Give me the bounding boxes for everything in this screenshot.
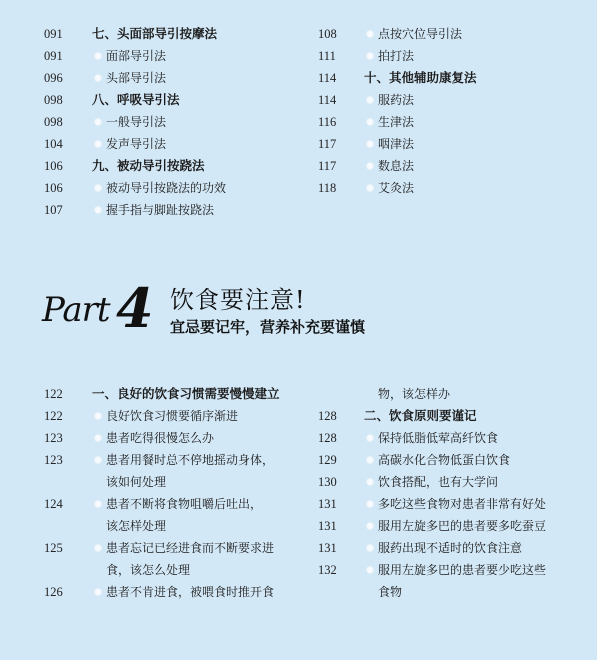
entry-title: 患者用餐时总不停地摇动身体，: [106, 453, 275, 467]
page-number: 111: [318, 49, 336, 63]
entry-title: 患者忘记已经进食而不断要求进: [106, 541, 275, 555]
toc-row[interactable]: [44, 405, 314, 427]
section-heading: 七、头面部导引按摩法: [92, 26, 218, 41]
page-number: 130: [318, 475, 337, 489]
chapter-subtitle: 宜忌要记牢，营养补充要谨慎: [170, 318, 366, 336]
bullet-icon: [366, 566, 374, 574]
page-number: 114: [318, 93, 337, 107]
page-number: 131: [318, 519, 337, 533]
bullet-icon: [94, 206, 102, 214]
toc-column-top-left: [44, 23, 314, 221]
bullet-icon: [366, 140, 374, 148]
bullet-icon: [366, 522, 374, 530]
page-number: 129: [318, 453, 337, 467]
toc-row[interactable]: [318, 493, 583, 515]
toc-row-continuation[interactable]: [44, 471, 314, 493]
page-number: 131: [318, 497, 337, 511]
entry-title-continuation: 食，该怎么处理: [106, 563, 191, 577]
page-number: 106: [44, 181, 63, 195]
section-heading: 二、饮食原则要谨记: [364, 408, 477, 423]
toc-row[interactable]: [318, 559, 583, 581]
entry-title: 发声导引法: [106, 137, 167, 151]
entry-title: 点按穴位导引法: [378, 27, 463, 41]
bullet-icon: [94, 140, 102, 148]
toc-row[interactable]: [318, 89, 578, 111]
page-number: 117: [318, 137, 337, 151]
toc-row[interactable]: [318, 471, 583, 493]
entry-title: 服用左旋多巴的患者要少吃这些: [378, 563, 547, 577]
page-number: 123: [44, 431, 63, 445]
bullet-icon: [94, 52, 102, 60]
toc-row[interactable]: [44, 581, 314, 603]
page-number: 098: [44, 115, 63, 129]
entry-title: 服药出现不适时的饮食注意: [378, 541, 523, 555]
toc-row[interactable]: [44, 199, 314, 221]
toc-row[interactable]: [44, 23, 314, 45]
toc-row[interactable]: [318, 111, 578, 133]
entry-title: 咽津法: [378, 137, 415, 151]
bullet-icon: [366, 478, 374, 486]
toc-row[interactable]: [44, 89, 314, 111]
toc-row[interactable]: [44, 111, 314, 133]
bullet-icon: [366, 162, 374, 170]
entry-title: 数息法: [378, 159, 415, 173]
page-number: 128: [318, 431, 337, 445]
bullet-icon: [366, 118, 374, 126]
bullet-icon: [94, 434, 102, 442]
bullet-icon: [94, 118, 102, 126]
bullet-icon: [366, 500, 374, 508]
page-number: 123: [44, 453, 63, 467]
toc-row[interactable]: [44, 383, 314, 405]
toc-row[interactable]: [318, 405, 583, 427]
toc-column-bottom-left: [44, 383, 314, 603]
entry-title: 患者不肯进食，被喂食时推开食: [106, 585, 275, 599]
toc-row[interactable]: [318, 23, 578, 45]
entry-title-continuation: 该如何处理: [106, 475, 167, 489]
section-heading: 一、良好的饮食习惯需要慢慢建立: [92, 386, 280, 401]
entry-title: 一般导引法: [106, 115, 167, 129]
toc-row-continuation[interactable]: [318, 383, 583, 405]
toc-row[interactable]: [44, 493, 314, 515]
page-number: 107: [44, 203, 63, 217]
bullet-icon: [366, 184, 374, 192]
toc-column-bottom-right: [318, 383, 583, 603]
page-number: 091: [44, 27, 63, 41]
toc-row-continuation[interactable]: [318, 581, 583, 603]
entry-title: 多吃这些食物对患者非常有好处: [378, 497, 547, 511]
toc-row[interactable]: [318, 449, 583, 471]
part-number: 4: [116, 276, 154, 340]
toc-row[interactable]: [318, 427, 583, 449]
bullet-icon: [366, 30, 374, 38]
bullet-icon: [366, 456, 374, 464]
page-number: 126: [44, 585, 63, 599]
toc-row[interactable]: [44, 133, 314, 155]
page-number: 116: [318, 115, 337, 129]
entry-title-continuation: 物，该怎样办: [378, 387, 451, 401]
entry-title: 面部导引法: [106, 49, 167, 63]
entry-title: 艾灸法: [378, 181, 415, 195]
toc-column-top-right: [318, 23, 578, 199]
entry-title: 患者不断将食物咀嚼后吐出，: [106, 497, 263, 511]
entry-title: 患者吃得很慢怎么办: [106, 431, 215, 445]
chapter-title: 饮食要注意!: [170, 286, 306, 314]
page-number: 131: [318, 541, 337, 555]
bullet-icon: [94, 456, 102, 464]
entry-title: 服用左旋多巴的患者要多吃蚕豆: [378, 519, 547, 533]
entry-title: 被动导引按跷法的功效: [106, 181, 227, 195]
toc-row[interactable]: [44, 67, 314, 89]
bullet-icon: [366, 96, 374, 104]
section-heading: 八、呼吸导引法: [92, 92, 180, 107]
toc-row-continuation[interactable]: [44, 515, 314, 537]
toc-row[interactable]: [318, 45, 578, 67]
bullet-icon: [366, 544, 374, 552]
page-number: 114: [318, 71, 337, 85]
part-label: Part: [42, 290, 110, 330]
entry-title: 握手指与脚趾按跷法: [106, 203, 215, 217]
page-number: 096: [44, 71, 63, 85]
toc-row-continuation[interactable]: [44, 559, 314, 581]
bullet-icon: [366, 434, 374, 442]
bullet-icon: [94, 74, 102, 82]
toc-row[interactable]: [318, 67, 578, 89]
toc-row[interactable]: [44, 177, 314, 199]
toc-row[interactable]: [44, 537, 314, 559]
page-number: 128: [318, 409, 337, 423]
toc-row[interactable]: [318, 155, 578, 177]
entry-title: 高碳水化合物低蛋白饮食: [378, 453, 511, 467]
entry-title: 拍打法: [378, 49, 415, 63]
entry-title: 服药法: [378, 93, 415, 107]
page-number: 108: [318, 27, 337, 41]
section-heading: 十、其他辅助康复法: [364, 70, 477, 85]
bullet-icon: [94, 184, 102, 192]
toc-row[interactable]: [318, 177, 578, 199]
bullet-icon: [94, 588, 102, 596]
toc-row[interactable]: [44, 449, 314, 471]
page-number: 122: [44, 387, 63, 401]
entry-title: 良好饮食习惯要循序渐进: [106, 409, 239, 423]
entry-title: 头部导引法: [106, 71, 167, 85]
toc-row[interactable]: [44, 427, 314, 449]
bullet-icon: [366, 52, 374, 60]
page-number: 117: [318, 159, 337, 173]
bullet-icon: [94, 544, 102, 552]
page-number: 132: [318, 563, 337, 577]
page-number: 106: [44, 159, 63, 173]
entry-title: 饮食搭配，也有大学问: [378, 475, 499, 489]
entry-title: 生津法: [378, 115, 415, 129]
section-heading: 九、被动导引按跷法: [92, 158, 205, 173]
page-number: 091: [44, 49, 63, 63]
entry-title: 保持低脂低荤高纤饮食: [378, 431, 499, 445]
toc-row[interactable]: [44, 155, 314, 177]
page-number: 125: [44, 541, 63, 555]
bullet-icon: [94, 412, 102, 420]
entry-title-continuation: 该怎样处理: [106, 519, 167, 533]
entry-title-continuation: 食物: [378, 585, 403, 599]
toc-row[interactable]: [44, 45, 314, 67]
page-number: 118: [318, 181, 337, 195]
page-number: 124: [44, 497, 63, 511]
toc-row[interactable]: [318, 537, 583, 559]
page-number: 098: [44, 93, 63, 107]
toc-row[interactable]: [318, 515, 583, 537]
bullet-icon: [94, 500, 102, 508]
page-number: 104: [44, 137, 63, 151]
page-number: 122: [44, 409, 63, 423]
toc-row[interactable]: [318, 133, 578, 155]
